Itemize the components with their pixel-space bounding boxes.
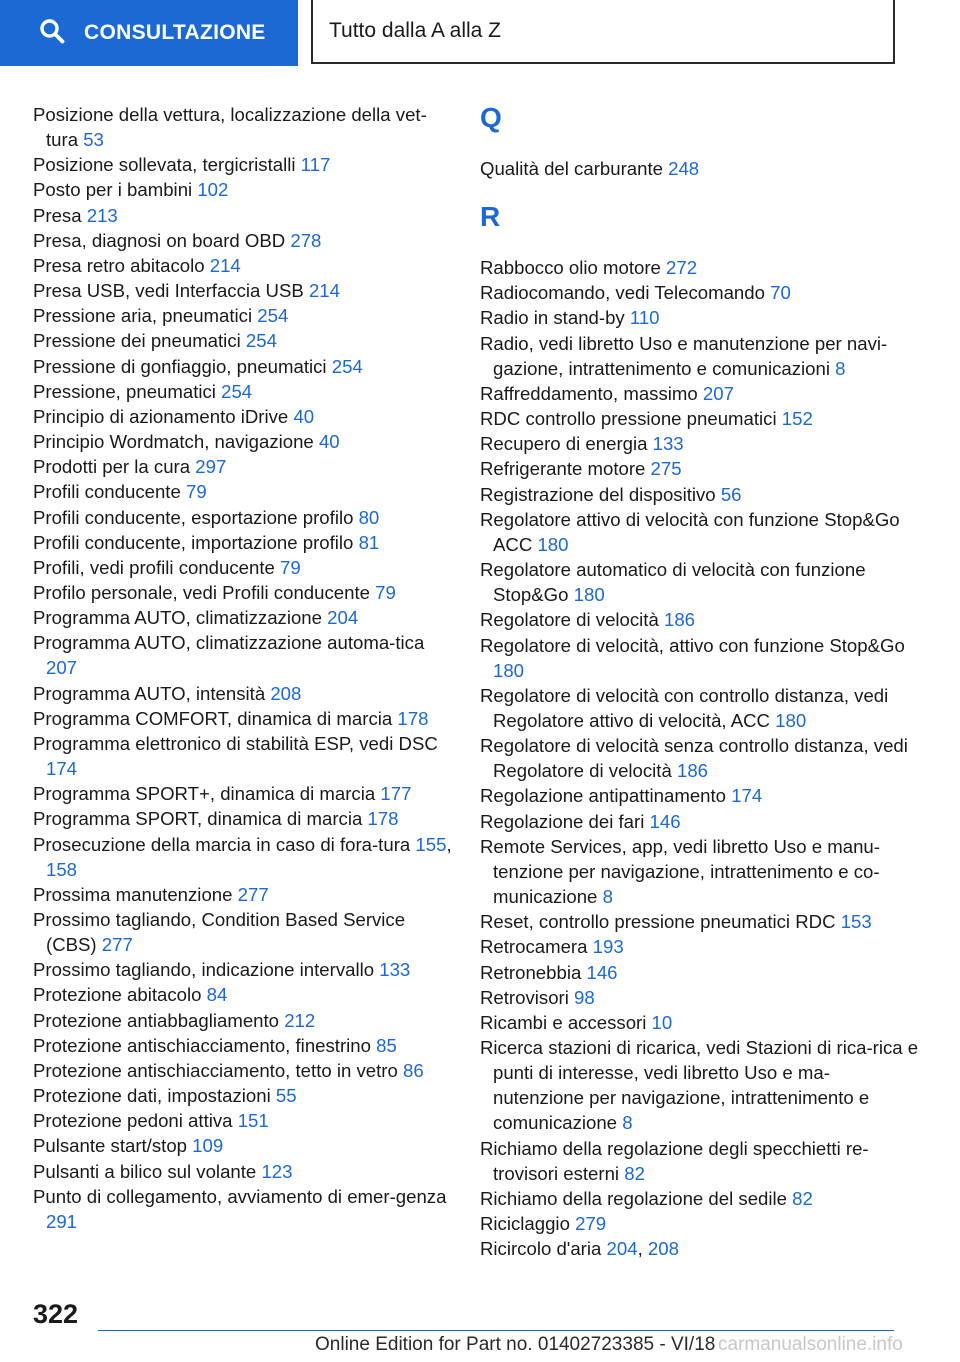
entry-text: Posto per i bambini xyxy=(33,179,193,201)
consultazione-tab[interactable] xyxy=(0,0,298,66)
page-link[interactable]: 207 xyxy=(702,382,734,404)
page-link[interactable]: 70 xyxy=(770,282,791,304)
page-link[interactable]: 56 xyxy=(720,483,742,505)
index-entry xyxy=(480,557,920,607)
page-link[interactable]: 207 xyxy=(46,657,78,679)
footer-edition: Online Edition for Part no. 01402723385 - VI/18 xyxy=(315,1334,716,1355)
page-link[interactable]: 277 xyxy=(101,934,133,956)
entry-text: Regolatore attivo di velocità con funzione Stop&Go ACC xyxy=(480,508,900,555)
index-entry xyxy=(33,1008,453,1033)
page-link[interactable]: 272 xyxy=(666,257,698,279)
page-link[interactable]: 146 xyxy=(586,961,618,983)
section-letter-r: R xyxy=(480,201,501,233)
index-entry xyxy=(480,633,920,683)
page-link[interactable]: 180 xyxy=(775,709,807,731)
entry-text: Posizione della vettura, localizzazione della vet-tura xyxy=(33,104,427,151)
index-entry xyxy=(33,177,453,202)
page-link[interactable]: 53 xyxy=(83,129,104,151)
index-entry xyxy=(480,1186,920,1211)
index-entry xyxy=(480,985,920,1010)
index-entry xyxy=(33,907,453,957)
entry-text: Regolatore di velocità con controllo distanza, vedi Regolatore attivo di velocità, ACC xyxy=(480,684,889,731)
page-link[interactable]: 248 xyxy=(668,158,700,179)
index-entry xyxy=(480,482,920,507)
footer-divider xyxy=(98,1330,894,1331)
page-link[interactable]: 151 xyxy=(237,1110,269,1132)
page-link[interactable]: 152 xyxy=(781,408,813,430)
page-link[interactable]: 117 xyxy=(300,154,331,176)
page-link[interactable]: 208 xyxy=(647,1238,679,1260)
watermark: carmanualsonline.info xyxy=(718,1334,903,1355)
page-link[interactable]: 186 xyxy=(663,609,696,631)
entry-text: Refrigerante motore xyxy=(480,458,646,480)
entry-text: Programma SPORT, dinamica di marcia xyxy=(33,808,363,830)
entry-text: Presa USB, vedi Interfaccia USB xyxy=(33,280,304,302)
index-entry xyxy=(33,781,453,806)
page-link[interactable]: 109 xyxy=(192,1135,224,1157)
entry-text: Prossima manutenzione xyxy=(33,883,233,905)
index-entry xyxy=(33,228,453,253)
index-column-right xyxy=(480,102,920,1261)
entry-text: Retronebbia xyxy=(480,961,582,983)
index-entry xyxy=(33,303,453,328)
page-link[interactable]: 79 xyxy=(280,556,301,578)
page-link[interactable]: 178 xyxy=(367,808,399,830)
page-link[interactable]: 213 xyxy=(86,204,118,226)
page-link[interactable]: 291 xyxy=(46,1210,78,1232)
entry-text: Ricambi e accessori xyxy=(480,1011,647,1033)
page-link[interactable]: 278 xyxy=(290,229,322,251)
index-entry xyxy=(480,1010,920,1035)
entry-text: Principio di azionamento iDrive xyxy=(33,405,289,427)
index-entry xyxy=(480,255,920,280)
page-link[interactable]: 208 xyxy=(270,682,302,704)
page-link[interactable]: 254 xyxy=(331,355,363,377)
entry-text: Programma AUTO, climatizzazione xyxy=(33,607,322,629)
page-link[interactable]: 275 xyxy=(650,458,682,480)
entry-text: Registrazione del dispositivo xyxy=(480,483,716,505)
entry-text: Regolatore di velocità, attivo con funzione Stop&Go xyxy=(480,634,905,656)
index-entry xyxy=(33,152,453,177)
entry-text: Principio Wordmatch, navigazione xyxy=(33,431,314,453)
index-entry xyxy=(33,957,453,982)
index-entry xyxy=(480,431,920,456)
entry-text: Rabbocco olio motore xyxy=(480,257,661,279)
page-link[interactable]: 86 xyxy=(403,1059,424,1081)
entry-text: Remote Services, app, vedi libretto Uso e manu-tenzione per navigazione, intrattenimento e co-municazione xyxy=(480,835,880,908)
page-link[interactable]: 133 xyxy=(379,959,411,981)
index-entry xyxy=(33,328,453,353)
index-entry xyxy=(480,733,920,783)
entry-text: Protezione pedoni attiva xyxy=(33,1110,233,1132)
index-entry xyxy=(33,429,453,454)
entry-text: Pressione dei pneumatici xyxy=(33,330,241,352)
entry-text: Retrocamera xyxy=(480,936,588,958)
page-link[interactable]: 214 xyxy=(308,280,340,302)
index-entry xyxy=(33,1083,453,1108)
index-entry xyxy=(33,404,453,429)
index-entry xyxy=(480,456,920,481)
entry-text: Profili conducente xyxy=(33,481,181,503)
entry-text: Presa retro abitacolo xyxy=(33,254,205,276)
entry-text: Ricircolo d'aria xyxy=(480,1238,602,1260)
page-link[interactable]: 174 xyxy=(731,785,763,807)
page-link[interactable]: 155 xyxy=(415,833,447,855)
index-entry xyxy=(33,630,453,680)
index-entry xyxy=(480,1035,920,1136)
entry-text: Raffreddamento, massimo xyxy=(480,382,698,404)
page-link[interactable]: 10 xyxy=(651,1011,673,1033)
index-entry xyxy=(480,280,920,305)
entry-text: Profili conducente, importazione profilo xyxy=(33,531,354,553)
consultazione-label: CONSULTAZIONE xyxy=(84,21,266,44)
entry-text: Pulsanti a bilico sul volante xyxy=(33,1160,257,1182)
page-link[interactable]: 212 xyxy=(284,1009,316,1031)
index-entry xyxy=(480,809,920,834)
index-column-left xyxy=(33,102,453,1234)
index-entry xyxy=(480,1136,920,1186)
entry-text: Punto di collegamento, avviamento di emer-genza xyxy=(33,1185,447,1207)
page-link[interactable]: 123 xyxy=(261,1160,293,1182)
entry-text: Programma COMFORT, dinamica di marcia xyxy=(33,707,393,729)
index-entry xyxy=(33,1184,453,1234)
entry-text: Radiocomando, vedi Telecomando xyxy=(480,282,765,304)
index-entry xyxy=(33,278,453,303)
page-link[interactable]: 102 xyxy=(197,179,229,201)
entry-text: Protezione antischiacciamento, finestrino xyxy=(33,1034,371,1056)
page-link[interactable]: 180 xyxy=(493,659,525,681)
page-link[interactable]: 277 xyxy=(237,883,269,905)
entry-text: Presa xyxy=(33,204,82,226)
page-link[interactable]: 55 xyxy=(275,1085,297,1107)
index-entry xyxy=(33,580,453,605)
index-entry: Ricircolo d'aria 204, 208 xyxy=(480,1238,679,1260)
index-entry xyxy=(480,156,920,181)
page-link[interactable]: 82 xyxy=(792,1187,813,1209)
index-entry xyxy=(480,305,920,330)
index-entry xyxy=(33,806,453,831)
entry-text: Regolazione antipattinamento xyxy=(480,785,727,807)
page-link[interactable]: 79 xyxy=(375,581,396,603)
entry-text: Pressione, pneumatici xyxy=(33,380,216,402)
page-link[interactable]: 204 xyxy=(327,607,359,629)
index-section-r xyxy=(480,255,920,1261)
entry-text: Radio, vedi libretto Uso e manutenzione per navi-gazione, intrattenimento e comunicazioni xyxy=(480,332,888,379)
entry-text: Richiamo della regolazione degli specchietti re-trovisori esterni xyxy=(480,1137,869,1184)
index-entry xyxy=(480,331,920,381)
entry-text: Protezione dati, impostazioni xyxy=(33,1085,271,1107)
index-entry xyxy=(33,982,453,1007)
entry-text: Posizione sollevata, tergicristalli xyxy=(33,154,296,176)
entry-text: Pulsante start/stop xyxy=(33,1135,187,1157)
page-link[interactable]: 146 xyxy=(649,810,681,832)
entry-text: Pressione aria, pneumatici xyxy=(33,305,253,327)
page-link[interactable]: 177 xyxy=(380,783,412,805)
index-entry xyxy=(33,555,453,580)
index-entry xyxy=(33,203,453,228)
entry-text: Riciclaggio xyxy=(480,1213,570,1235)
index-entry xyxy=(33,882,453,907)
index-entry xyxy=(33,706,453,731)
index-entry xyxy=(480,406,920,431)
search-icon xyxy=(38,17,66,50)
page-link[interactable]: 8 xyxy=(835,357,846,379)
entry-text: Presa, diagnosi on board OBD xyxy=(33,229,286,251)
entry-text: Regolatore di velocità senza controllo distanza, vedi Regolatore di velocità xyxy=(480,735,908,782)
entry-text: Programma AUTO, intensità xyxy=(33,682,266,704)
section-letter-q: Q xyxy=(480,102,502,133)
index-entry xyxy=(33,253,453,278)
entry-text: Regolatore automatico di velocità con funzione Stop&Go xyxy=(480,559,866,606)
index-entry xyxy=(33,379,453,404)
index-entry xyxy=(33,479,453,504)
entry-text: RDC controllo pressione pneumatici xyxy=(480,408,777,430)
entry-text: Programma AUTO, climatizzazione automa-tica xyxy=(33,632,425,654)
index-entry: Prosecuzione della marcia in caso di fora-tura 155, 158 xyxy=(33,833,452,880)
index-entry xyxy=(480,783,920,808)
page-link[interactable]: 40 xyxy=(318,431,340,453)
index-entry xyxy=(33,1159,453,1184)
index-entry xyxy=(480,909,920,934)
index-entry xyxy=(480,683,920,733)
page-link[interactable]: 110 xyxy=(629,307,660,329)
index-entry xyxy=(33,731,453,781)
page-link[interactable]: 214 xyxy=(209,254,241,276)
index-entry xyxy=(33,354,453,379)
page-link[interactable]: 82 xyxy=(624,1162,645,1184)
entry-text: Richiamo della regolazione del sedile xyxy=(480,1187,787,1209)
index-entry xyxy=(480,607,920,632)
page-link[interactable]: 254 xyxy=(245,330,277,352)
page-link[interactable]: 40 xyxy=(293,405,315,427)
page-link[interactable]: 79 xyxy=(185,481,207,503)
index-entry xyxy=(33,454,453,479)
page-link[interactable]: 98 xyxy=(574,986,595,1008)
entry-text: Pressione di gonfiaggio, pneumatici xyxy=(33,355,327,377)
index-entry xyxy=(480,934,920,959)
header xyxy=(0,0,960,66)
index-entry xyxy=(33,530,453,555)
entry-text: Protezione antiabbagliamento xyxy=(33,1009,280,1031)
page-link[interactable]: 8 xyxy=(602,886,613,908)
page-link[interactable]: 254 xyxy=(221,380,253,402)
page-link[interactable]: 81 xyxy=(358,531,380,553)
index-entry xyxy=(480,960,920,985)
page-link[interactable]: 174 xyxy=(46,758,78,780)
page-number: 322 xyxy=(33,1299,79,1329)
breadcrumb[interactable]: Tutto dalla A alla Z xyxy=(311,0,895,64)
page-link[interactable]: 204 xyxy=(606,1238,638,1260)
page-link[interactable]: 180 xyxy=(573,584,605,606)
index-entry xyxy=(33,681,453,706)
index-section-q xyxy=(480,156,920,181)
index-entry xyxy=(33,1058,453,1083)
index-entry xyxy=(480,381,920,406)
entry-text: Recupero di energia xyxy=(480,433,648,455)
entry-text: Radio in stand-by xyxy=(480,307,625,329)
page-link[interactable]: 297 xyxy=(195,456,227,478)
page-link[interactable]: 8 xyxy=(622,1112,633,1134)
index-entry xyxy=(480,1211,920,1236)
entry-text: Protezione antischiacciamento, tetto in vetro xyxy=(33,1059,398,1081)
entry-text: Programma SPORT+, dinamica di marcia xyxy=(33,783,376,805)
page-link[interactable]: 186 xyxy=(676,760,709,782)
page-link[interactable]: 85 xyxy=(376,1034,397,1056)
page-link[interactable]: 180 xyxy=(537,533,569,555)
index-entry xyxy=(33,1108,453,1133)
entry-text: Regolazione dei fari xyxy=(480,810,645,832)
entry-text: Ricerca stazioni di ricarica, vedi Stazioni di rica-rica e punti di interesse, vedi libretto Uso e ma-nutenzione per navigazione, intrattenimento e comunicazione xyxy=(480,1037,919,1134)
page-link[interactable]: 153 xyxy=(840,911,872,933)
entry-text: Programma elettronico di stabilità ESP, vedi DSC xyxy=(33,732,438,754)
index-entry xyxy=(33,605,453,630)
entry-text: Prodotti per la cura xyxy=(33,456,191,478)
index-entry xyxy=(33,102,453,152)
entry-text: Reset, controllo pressione pneumatici RDC xyxy=(480,911,836,933)
entry-text: Prossimo tagliando, Condition Based Service (CBS) xyxy=(33,909,406,956)
entry-text: Prossimo tagliando, indicazione intervallo xyxy=(33,959,375,981)
index-entry xyxy=(33,505,453,530)
page-link[interactable]: 158 xyxy=(46,858,78,880)
page-link[interactable]: 279 xyxy=(575,1213,607,1235)
entry-text: Protezione abitacolo xyxy=(33,984,202,1006)
page-link[interactable]: 178 xyxy=(397,707,429,729)
index-entry xyxy=(480,507,920,557)
page-link[interactable]: 80 xyxy=(358,506,380,528)
page-link[interactable]: 84 xyxy=(206,984,228,1006)
entry-text: Regolatore di velocità xyxy=(480,609,659,631)
entry-text: Profili, vedi profili conducente xyxy=(33,556,275,578)
index-entry xyxy=(33,1033,453,1058)
page-link[interactable]: 133 xyxy=(652,433,684,455)
entry-text: Prosecuzione della marcia in caso di fora-tura xyxy=(33,833,411,855)
entry-text: Profilo personale, vedi Profili conducente xyxy=(33,581,370,603)
page-link[interactable]: 254 xyxy=(257,305,289,327)
index-entry xyxy=(480,834,920,909)
page-link[interactable]: 193 xyxy=(592,936,624,958)
entry-text: Profili conducente, esportazione profilo xyxy=(33,506,354,528)
index-entry xyxy=(33,1133,453,1158)
entry-text: Retrovisori xyxy=(480,986,569,1008)
entry-text: Qualità del carburante xyxy=(480,158,663,179)
